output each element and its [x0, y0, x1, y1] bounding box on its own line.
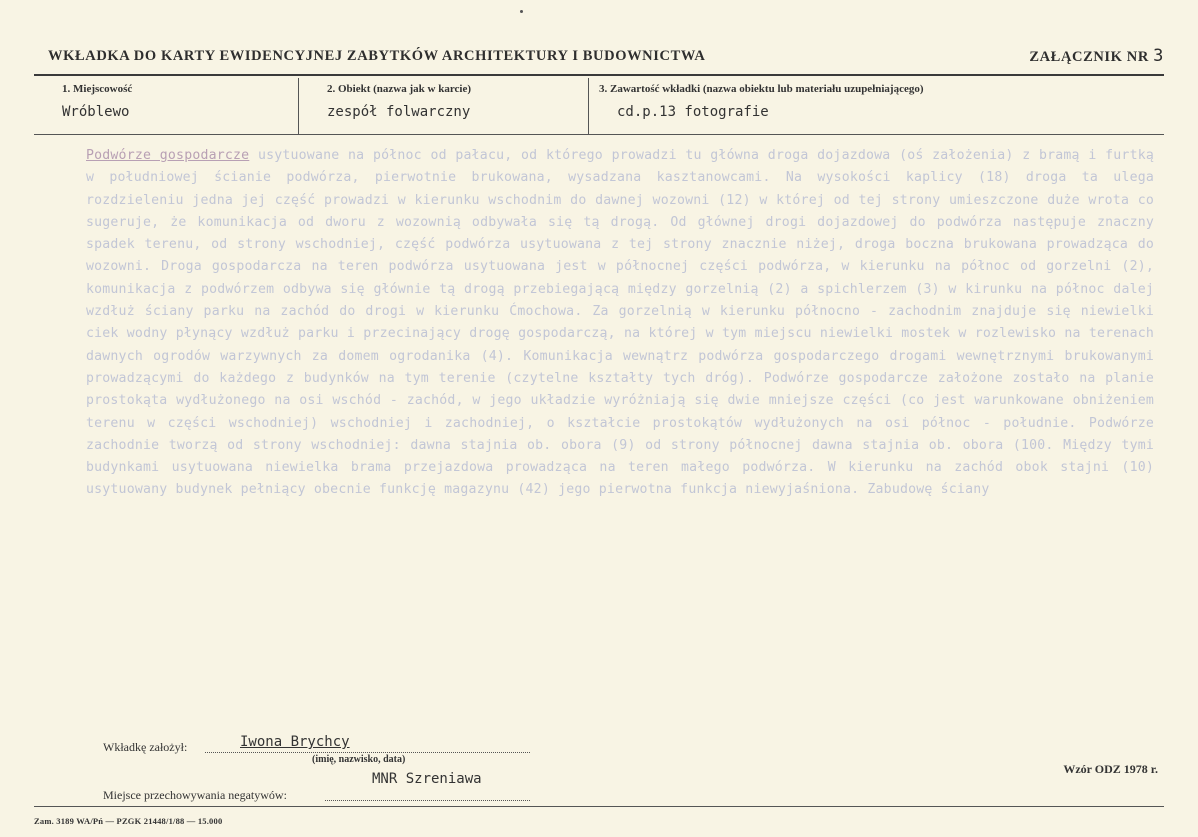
field-object-label: 2. Obiekt (nazwa jak w karcie) [327, 83, 472, 95]
print-code: Zam. 3189 WA/Pń — PZGK 21448/1/88 — 15.000 [34, 816, 223, 826]
punch-dot [520, 10, 523, 13]
description-body: usytuowane na północ od pałacu, od którego prowadzi tu główna droga dojazdowa (oś założenia) z bramą i furtką w południowej ścianie podwórza, pierwotnie brukowana, wysadzana kasztanowcami. Na wysokości kaplicy (18) droga ta ulega rozdzieleniu jedna jej część prowadzi w kierunku wschodnim do dawnej wozowni (12) w której od tej strony umieszczone duże wrota co sugeruje, że komunikacja od dworu z wozownią odbywała się tą drogą. Od głównej drogi dojazdowej do podwórza następuje znaczny spadek terenu, od strony wschodniej, część podwórza usytuowana z tej strony znacznie niżej, droga boczna brukowana prowadząca do wozowni. Droga gospodarcza na teren podwórza usytuowana jest w północnej części podwórza, w kierunku na północ od gorzelni (2), komunikacja z podwórzem odbywa się głównie tą drogą przebiegającą między gorzelnią (2) a spichlerzem (3) w kirunku na północ dalej wzdłuż ściany parku na zachód do drogi w kierunku Ćmochowa. Za gorzelnią w kierunku północno - zachodnim znajduje się niewielki ciek wodny płynący wzdłuż parku i przecinający drogę gospodarczą, na której w tym miejscu niewielki mostek w rozlewisko na terenach dawnych ogrodów warzywnych za domem ogrodanika (4). Komunikacja wewnątrz podwórza gospodarczego drogami wewnętrznymi brukowanymi prowadzącymi do każdego z budynków na tym terenie (czytelne kształty tych dróg). Podwórze gospodarcze założone zostało na planie prostokąta wydłużonego na osi wschód - zachód, w jego układzie wyróżniają się dwie mniejsze części (co jest warunkowane obniżeniem terenu w części wschodniej) wschodniej i zachodniej, o kształcie prostokątów wydłużonych na osi północ - południe. Podwórze zachodnie tworzą od strony wschodniej: dawna stajnia ob. obora (9) od strony północnej dawna stajnia ob. obora (100. Między tymi budynkami usytuowana niewielka brama przejazdowa prowadząca na teren małego podwórza. W kierunku na zachód obok stajni (10) usytuowany budynek pełniący obecnie funkcję magazynu (42) jego pierwotna funkcja niewyjaśniona. Zabudowę ściany [86, 148, 1154, 498]
storage-dotline [325, 800, 530, 801]
storage-value: MNR Szreniawa [372, 771, 482, 787]
header-divider [34, 74, 1164, 76]
attachment-number [1029, 46, 1164, 66]
created-by-value: Iwona Brychcy [240, 734, 350, 750]
fields-divider [34, 134, 1164, 135]
field-locality [34, 78, 299, 134]
description-text [86, 145, 1154, 502]
field-contents [589, 78, 1164, 134]
field-contents-value: cd.p.13 fotografie [617, 104, 769, 120]
field-locality-label: 1. Miejscowość [62, 83, 133, 95]
created-by-hint: (imię, nazwisko, data) [312, 754, 406, 765]
created-by-dotline [205, 752, 530, 753]
field-object [299, 78, 589, 134]
form-fields-row [34, 78, 1164, 134]
template-label: Wzór ODZ 1978 r. [1063, 762, 1158, 776]
attachment-label: ZAŁĄCZNIK NR [1029, 49, 1149, 65]
field-locality-value: Wróblewo [62, 104, 130, 120]
attachment-number-value: 3 [1153, 46, 1164, 66]
form-title: WKŁADKA DO KARTY EWIDENCYJNEJ ZABYTKÓW ARCHITEKTURY I BUDOWNICTWA [48, 48, 706, 64]
field-contents-label: 3. Zawartość wkładki (nazwa obiektu lub materiału uzupełniającego) [599, 83, 924, 95]
created-by-label: Wkładkę założył: [103, 740, 188, 754]
footer-divider [34, 806, 1164, 807]
storage-label: Miejsce przechowywania negatywów: [103, 788, 287, 802]
description-first-words: Podwórze gospodarcze [86, 148, 250, 163]
field-object-value: zespół folwarczny [327, 104, 471, 120]
